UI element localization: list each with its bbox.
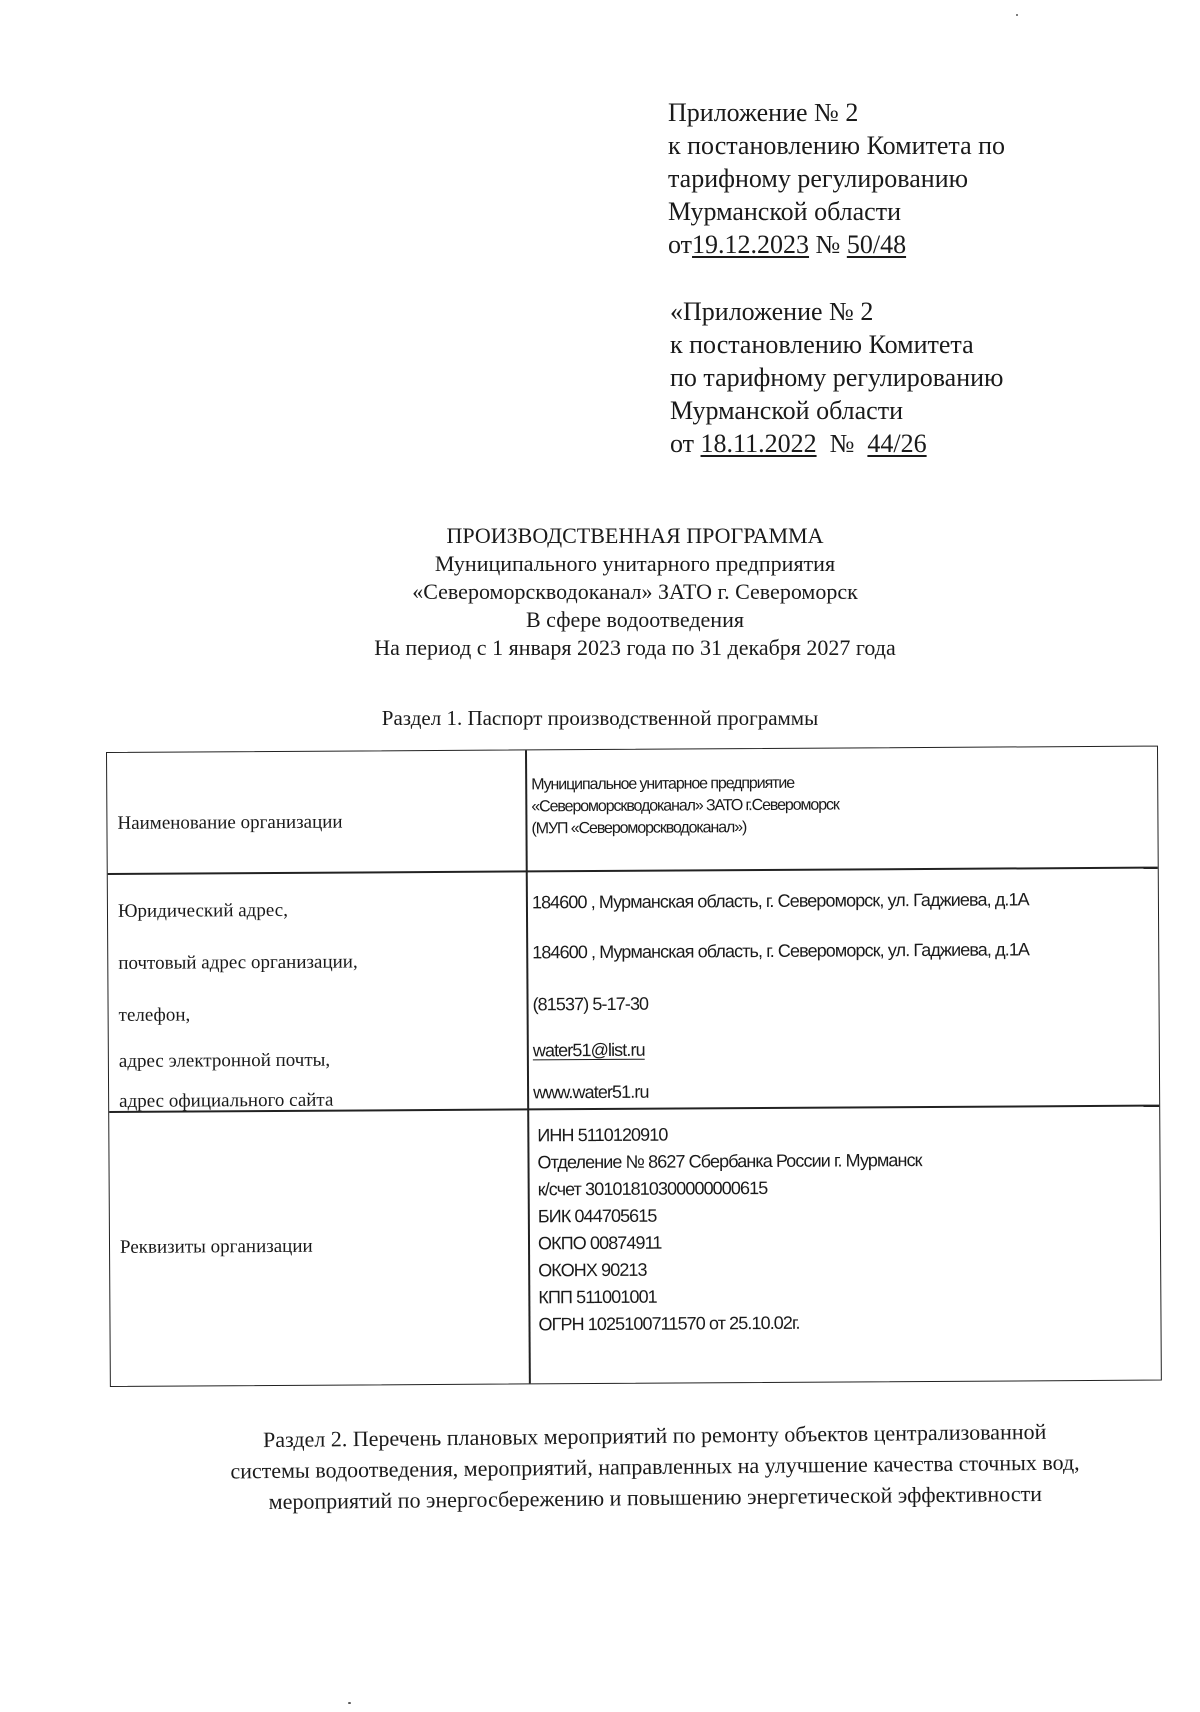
email-label: адрес электронной почты, [118,1049,331,1072]
appendix-previous-header [670,295,1003,460]
program-line3: «Североморскводоканал» ЗАТО г. Североморск [412,579,858,604]
email-value: water51@list.ru [532,1039,645,1061]
program-line5: На период с 1 января 2023 года по 31 декабря 2027 года [374,635,896,660]
postal-address-value: 184600 , Мурманская область, г. Североморск, ул. Гаджиева, д.1А [532,939,1030,963]
section2-line1: Раздел 2. Перечень плановых мероприятий по ремонту объектов централизованной [262,1418,1047,1453]
requisite-inn: ИНН 5110120910 [537,1124,668,1146]
scan-speck [1016,14,1018,16]
site-value: www.water51.ru [533,1081,649,1103]
table-row-divider [108,867,1158,875]
requisite-corr-account: к/счет 30101810300000000615 [537,1177,768,1200]
appendix-current-line2: к постановлению Комитета по [668,131,1006,160]
section2-line2: системы водоотведения, мероприятий, направленных на улучшение качества сточных вод, [230,1449,1080,1484]
program-title: ПРОИЗВОДСТВЕННАЯ ПРОГРАММА [446,523,824,548]
program-title-block [200,522,1070,662]
program-line2: Муниципального унитарного предприятия [434,551,836,576]
appendix-current-line1: Приложение № 2 [668,98,859,127]
appendix-previous-date-prefix: от [670,429,695,458]
appendix-previous-line1: «Приложение № 2 [670,297,874,326]
section1-title: Раздел 1. Паспорт производственной программы [381,706,819,730]
appendix-previous-date: 18.11.2022 [700,429,817,458]
program-line4: В сфере водоотведения [526,607,744,632]
requisites-list [537,1120,922,1338]
legal-address-label: Юридический адрес, [117,899,288,922]
requisite-bank: Отделение № 8627 Сбербанка России г. Мурманск [537,1150,922,1173]
appendix-current-line3: тарифному регулированию [668,164,969,193]
requisites-label: Реквизиты организации [119,1235,313,1258]
requisite-okonh: ОКОНХ 90213 [538,1259,647,1281]
requisite-bik: БИК 044705615 [537,1205,657,1227]
scan-speck [348,1702,351,1704]
appendix-current-number-prefix: № [815,230,841,259]
section2-title [160,1415,1151,1518]
appendix-previous-line2: к постановлению Комитета [670,330,974,359]
postal-address-label: почтовый адрес организации, [118,951,358,974]
appendix-current-date-prefix: от [668,230,693,259]
section2-line3: мероприятий по энергосбережению и повышению энергетической эффективности [268,1480,1043,1515]
appendix-previous-number: 44/26 [867,429,927,458]
phone-label: телефон, [118,1004,191,1026]
org-name-value-line3: (МУП «Североморскводоканал») [531,819,747,838]
requisite-ogrn: ОГРН 1025100711570 от 25.10.02г. [538,1312,800,1335]
table-column-divider [525,750,530,1383]
requisite-kpp: КПП 511001001 [538,1286,657,1308]
requisite-okpo: ОКПО 00874911 [537,1232,662,1254]
passport-table [106,746,1162,1387]
org-name-label: Наименование организации [117,811,343,834]
site-label: адрес официального сайта [119,1089,334,1112]
org-name-value [531,773,839,841]
org-name-value-line2: «Североморскводоканал» ЗАТО г.Североморск [531,796,839,816]
appendix-current-date-line [668,228,1005,261]
appendix-current-header [668,96,1005,261]
appendix-previous-line4: Мурманской области [670,396,903,425]
appendix-current-line4: Мурманской области [668,197,901,226]
appendix-current-date: 19.12.2023 [692,230,810,259]
appendix-previous-line3: по тарифному регулированию [670,363,1004,392]
legal-address-value: 184600 , Мурманская область, г. Североморск, ул. Гаджиева, д.1А [531,889,1029,913]
appendix-previous-date-line [670,427,1003,460]
appendix-current-number: 50/48 [846,230,907,259]
appendix-previous-number-prefix: № [829,429,855,458]
org-name-value-line1: Муниципальное унитарное предприятие [531,774,795,794]
phone-value: (81537) 5-17-30 [532,993,649,1015]
